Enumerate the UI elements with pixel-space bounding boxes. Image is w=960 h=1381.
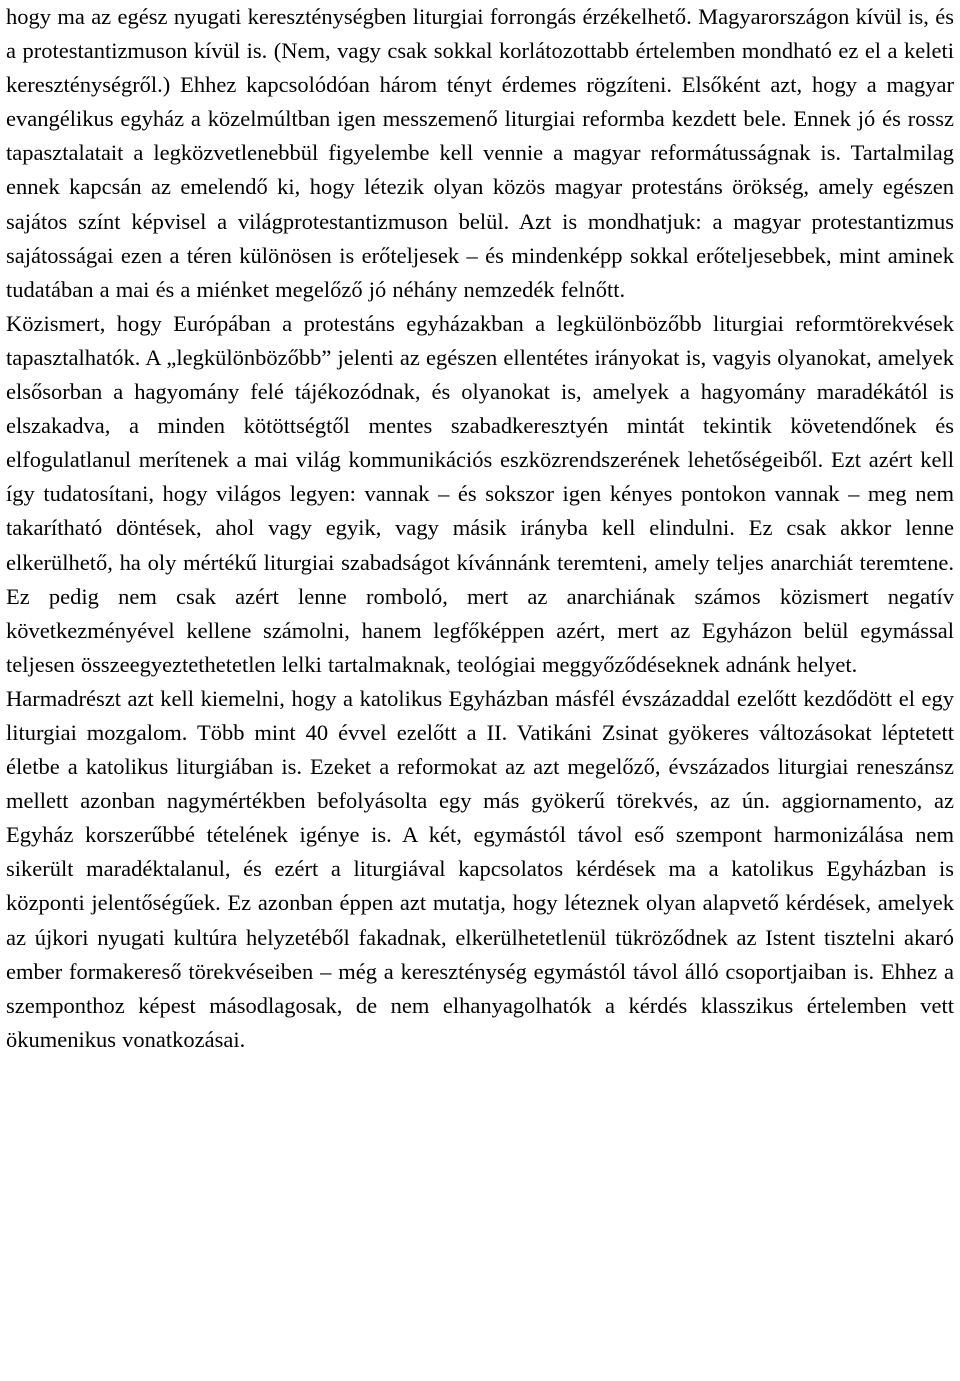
paragraph-3: Harmadrészt azt kell kiemelni, hogy a katolikus Egyházban másfél évszázaddal ezelőtt kezdődött el egy liturgiai mozgalom. Több mint 40 évvel ezelőtt a II. Vatikáni Zsinat gyökeres változásokat léptetett életbe a katolikus liturgiában is. Ezeket a reformokat az azt megelőző, évszázados liturgiai reneszánsz mellett azonban nagymértékben befolyásolta egy más gyökerű törekvés, az ún. aggiornamento, az Egyház korszerűbbé tételének igénye is. A két, egymástól távol eső szempont harmonizálása nem sikerült maradéktalanul, és ezért a liturgiával kapcsolatos kérdések ma a katolikus Egyházban is központi jelentőségűek. Ez azonban éppen azt mutatja, hogy léteznek olyan alapvető kérdések, amelyek az újkori nyugati kultúra helyzetéből fakadnak, elkerülhetetlenül tükröződnek az Istent tisztelni akaró ember formakereső törekvéseiben – még a kereszténység egymástól távol álló csoportjaiban is. Ehhez a szemponthoz képest másodlagosak, de nem elhanyagolhatók a kérdés klasszikus értelemben vett ökumenikus vonatkozásai. [6,685,954,1052]
paragraph-1: hogy ma az egész nyugati kereszténységben liturgiai forrongás érzékelhető. Magyarországon kívül is, és a protestantizmuson kívül is. (Nem, vagy csak sokkal korlátozottabb értelemben mondható ez el a keleti kereszténységről.) Ehhez kapcsolódóan három tényt érdemes rögzíteni. Elsőként azt, hogy a magyar evangélikus egyház a közelmúltban igen messzemenő liturgiai reformba kezdett bele. Ennek jó és rossz tapasztalatait a legközvetlenebbül figyelembe kell vennie a magyar reformátusságnak is. Tartalmilag ennek kapcsán az emelendő ki, hogy létezik olyan közös magyar protestáns örökség, amely egészen sajátos színt képvisel a világprotestantizmuson belül. Azt is mondhatjuk: a magyar protestantizmus sajátosságai ezen a téren különösen is erőteljesek – és mindenképp sokkal erőteljesebbek, mint aminek tudatában a mai és a miénket megelőző jó néhány nemzedék felnőtt. [6,4,954,302]
paragraph-2: Közismert, hogy Európában a protestáns egyházakban a legkülönbözőbb liturgiai reformtörekvések tapasztalhatók. A „legkülönbözőbb” jelenti az egészen ellentétes irányokat is, vagyis olyanokat, amelyek elsősorban a hagyomány felé tájékozódnak, és olyanokat is, amelyek a hagyomány maradékától is elszakadva, a minden kötöttségtől mentes szabadkeresztyén mintát tekintik követendőnek és elfogulatlanul merítenek a mai világ kommunikációs eszközrendszerének lehetőségeiből. Ezt azért kell így tudatosítani, hogy világos legyen: vannak – és sokszor igen kényes pontokon vannak – meg nem takarítható döntések, ahol vagy egyik, vagy másik irányba kell elindulni. Ez csak akkor lenne elkerülhető, ha oly mértékű liturgiai szabadságot kívánnánk teremteni, amely teljes anarchiát teremtene. Ez pedig nem csak azért lenne romboló, mert az anarchiának számos közismert negatív következményével kellene számolni, hanem legfőképpen azért, mert az Egyházon belül egymással teljesen összeegyeztethetetlen lelki tartalmaknak, teológiai meggyőződéseknek adnánk helyet. [6,310,954,677]
